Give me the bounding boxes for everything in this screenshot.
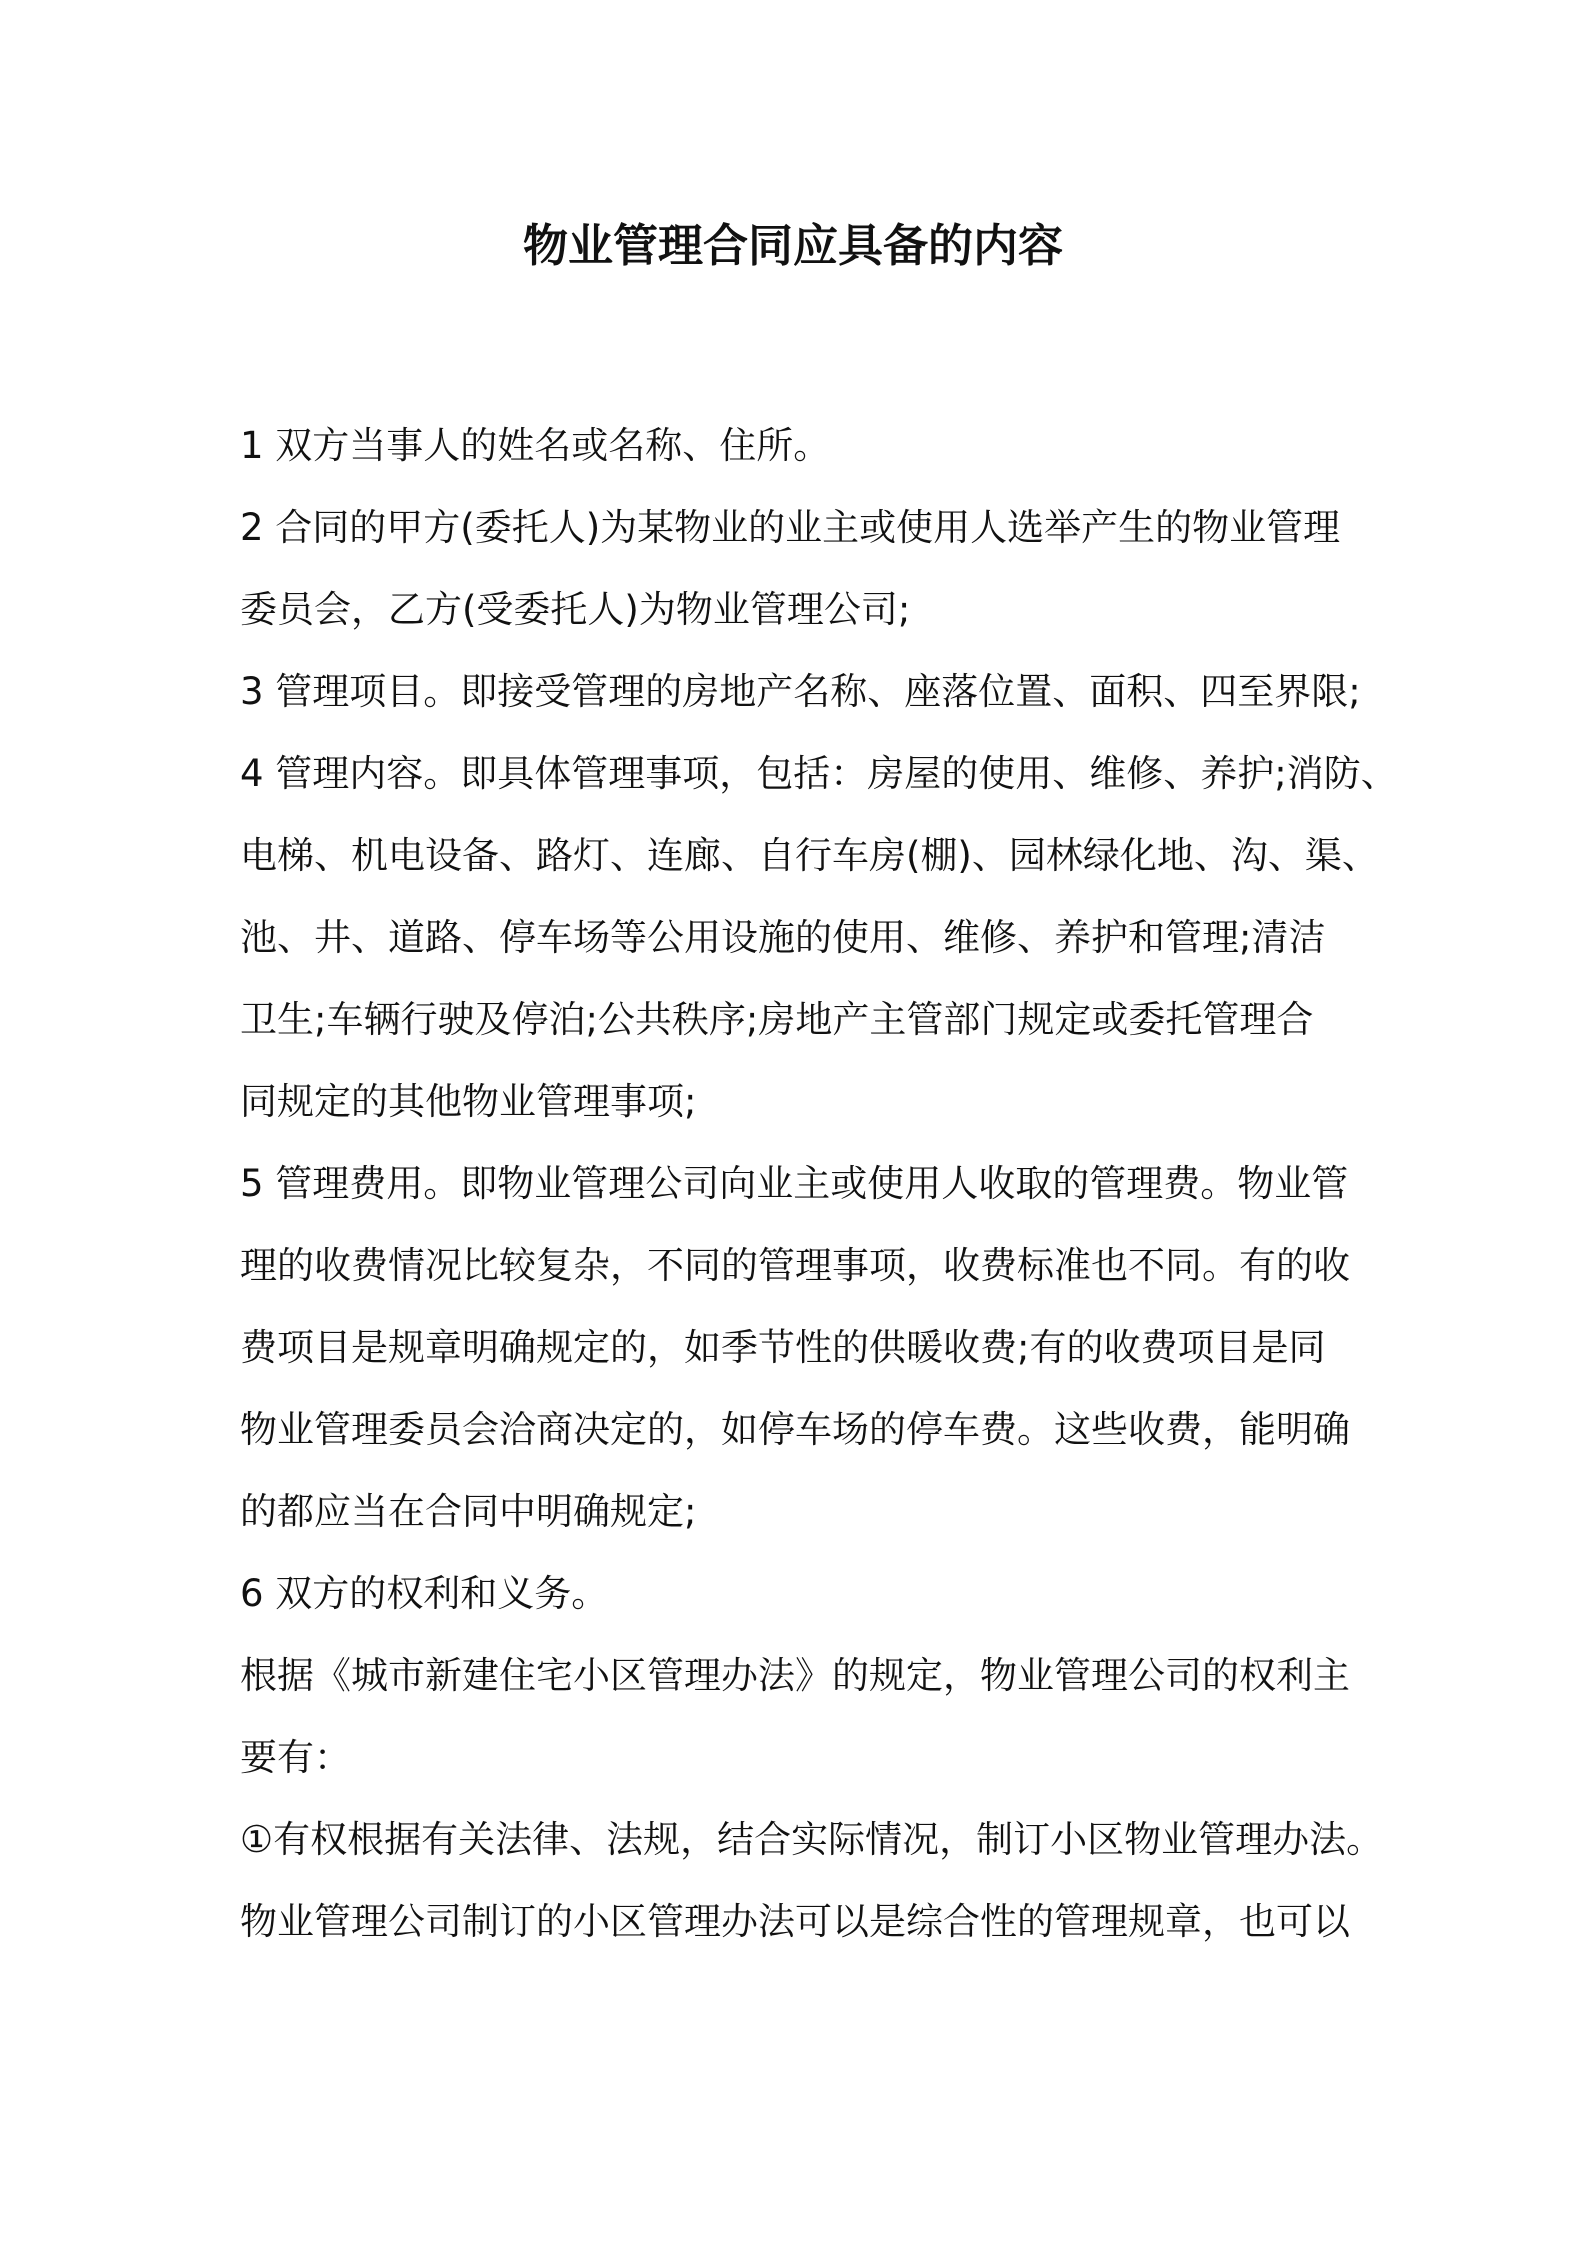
paragraph-line: 根据《城市新建住宅小区管理办法》的规定，物业管理公司的权利主 bbox=[240, 1654, 1350, 1697]
paragraph-2 bbox=[240, 487, 1370, 651]
paragraph-line: 物业管理委员会洽商决定的，如停车场的停车费。这些收费，能明确 bbox=[240, 1408, 1350, 1451]
paragraph-line: 3 管理项目。即接受管理的房地产名称、座落位置、面积、四至界限; bbox=[240, 670, 1361, 713]
paragraph-9 bbox=[240, 1881, 1370, 1963]
paragraph-line: 池、井、道路、停车场等公用设施的使用、维修、养护和管理;清洁 bbox=[240, 916, 1326, 959]
paragraph-line: 4 管理内容。即具体管理事项，包括：房屋的使用、维修、养护;消防、 bbox=[240, 752, 1398, 795]
paragraph-4 bbox=[240, 733, 1398, 1143]
document-title: 物业管理合同应具备的内容 bbox=[522, 219, 1063, 272]
paragraph-3 bbox=[240, 651, 1370, 733]
paragraph-line: 费项目是规章明确规定的，如季节性的供暖收费;有的收费项目是同 bbox=[240, 1326, 1326, 1369]
paragraph-line: ①有权根据有关法律、法规，结合实际情况，制订小区物业管理办法。 bbox=[240, 1818, 1384, 1861]
paragraph-line: 6 双方的权利和义务。 bbox=[240, 1572, 609, 1615]
paragraph-line: 5 管理费用。即物业管理公司向业主或使用人收取的管理费。物业管 bbox=[240, 1162, 1349, 1205]
document-body bbox=[240, 405, 1398, 1963]
paragraph-line: 1 双方当事人的姓名或名称、住所。 bbox=[240, 424, 831, 467]
paragraph-line: 委员会，乙方(受委托人)为物业管理公司; bbox=[240, 588, 911, 631]
paragraph-6 bbox=[240, 1553, 1370, 1635]
paragraph-8 bbox=[240, 1799, 1384, 1881]
paragraph-5 bbox=[240, 1143, 1370, 1553]
paragraph-line: 2 合同的甲方(委托人)为某物业的业主或使用人选举产生的物业管理 bbox=[240, 506, 1341, 549]
paragraph-line: 电梯、机电设备、路灯、连廊、自行车房(棚)、园林绿化地、沟、渠、 bbox=[240, 834, 1379, 877]
paragraph-line: 理的收费情况比较复杂，不同的管理事项，收费标准也不同。有的收 bbox=[240, 1244, 1350, 1287]
paragraph-1 bbox=[240, 405, 1370, 487]
paragraph-line: 要有： bbox=[240, 1736, 351, 1779]
paragraph-7 bbox=[240, 1635, 1370, 1799]
paragraph-line: 卫生;车辆行驶及停泊;公共秩序;房地产主管部门规定或委托管理合 bbox=[240, 998, 1314, 1041]
paragraph-line: 同规定的其他物业管理事项; bbox=[240, 1080, 697, 1123]
paragraph-line: 物业管理公司制订的小区管理办法可以是综合性的管理规章，也可以 bbox=[240, 1900, 1350, 1943]
paragraph-line: 的都应当在合同中明确规定; bbox=[240, 1490, 697, 1533]
